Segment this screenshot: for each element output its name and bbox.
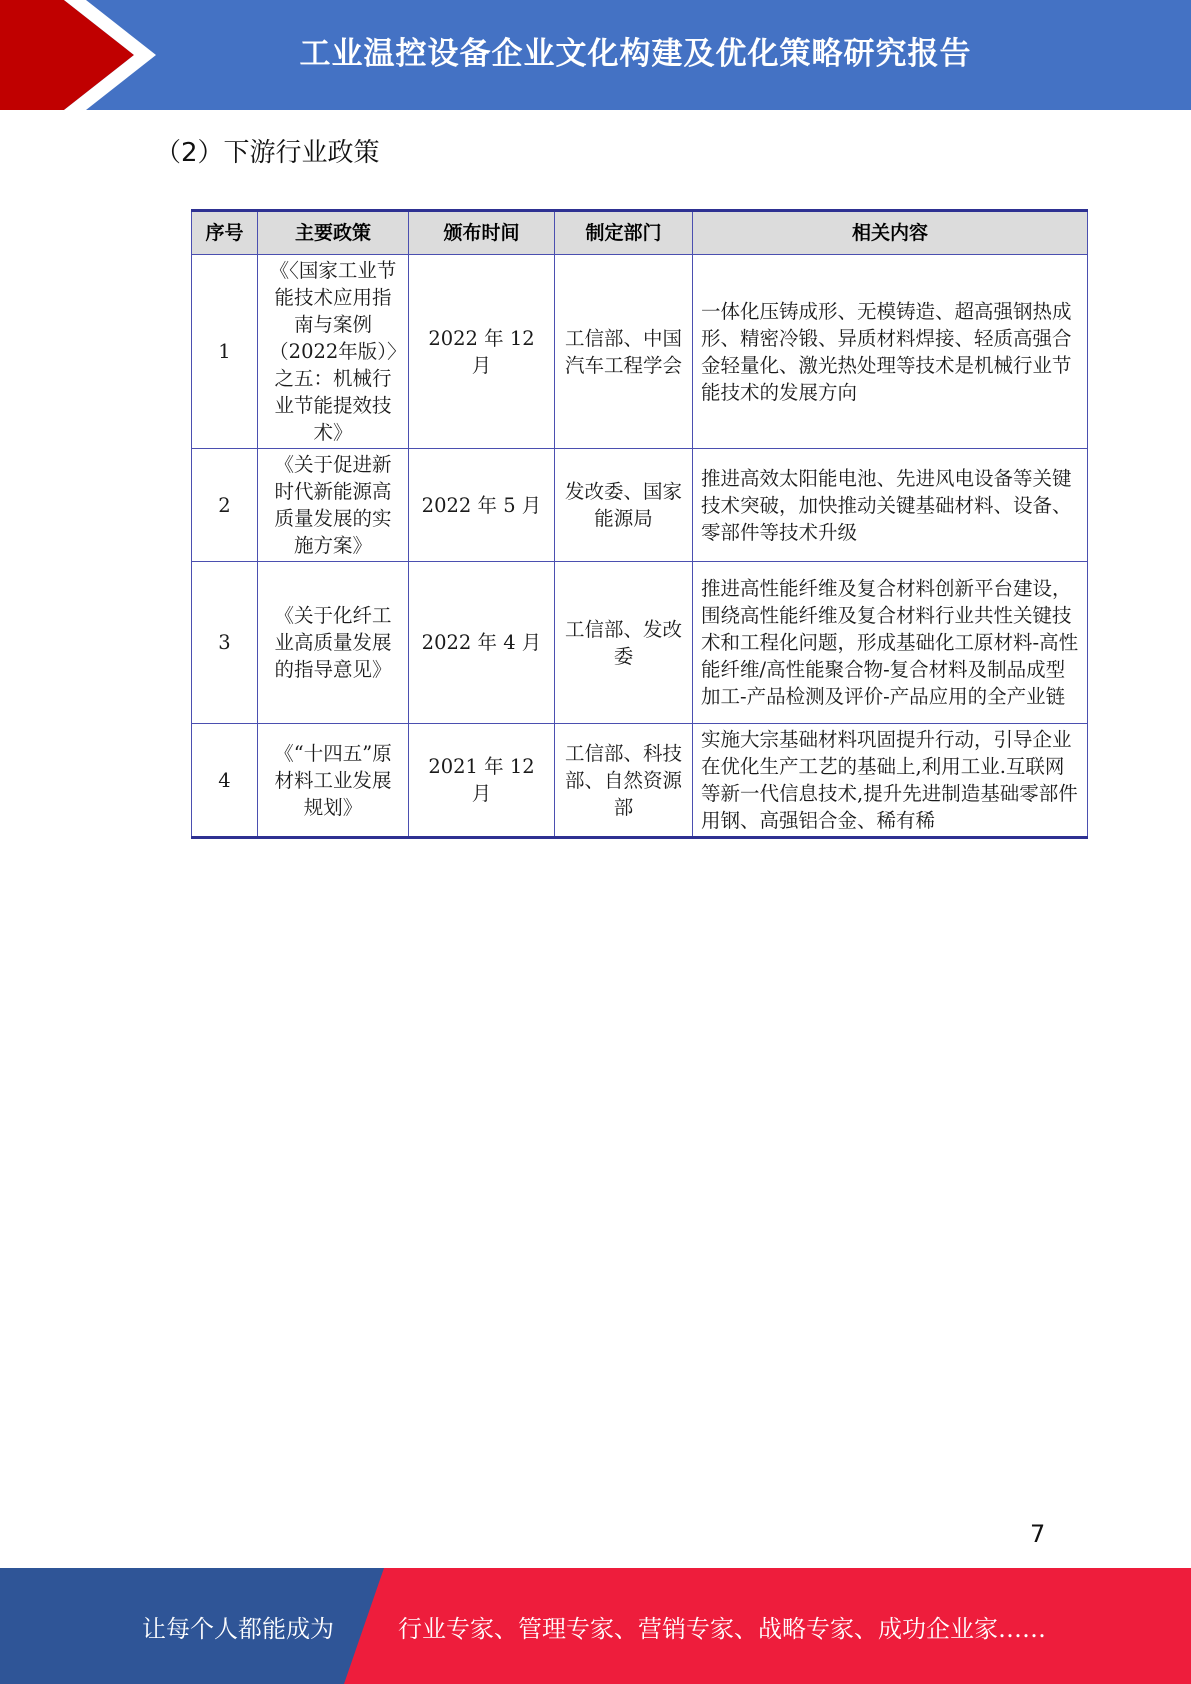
cell-date: 2022 年 5 月 <box>409 449 555 562</box>
cell-content: 实施大宗基础材料巩固提升行动，引导企业在优化生产工艺的基础上,利用工业.互联网等新一代信息技术,提升先进制造基础零部件用钢、高强铝合金、稀有稀 <box>693 724 1088 838</box>
cell-policy: 《“十四五”原材料工业发展规划》 <box>258 724 409 838</box>
cell-date: 2021 年 12 月 <box>409 724 555 838</box>
table-row <box>192 449 1088 562</box>
header-cell-policy: 主要政策 <box>258 211 409 255</box>
cell-content: 推进高效太阳能电池、先进风电设备等关键技术突破，加快推动关键基础材料、设备、零部件等技术升级 <box>693 449 1088 562</box>
page-number: 7 <box>1030 1520 1046 1548</box>
header-band <box>0 0 1191 110</box>
cell-policy: 《关于化纤工业高质量发展的指导意见》 <box>258 562 409 724</box>
cell-content: 一体化压铸成形、无模铸造、超高强钢热成形、精密冷锻、异质材料焊接、轻质高强合金轻量化、激光热处理等技术是机械行业节能技术的发展方向 <box>693 255 1088 449</box>
table-row <box>192 724 1088 838</box>
footer-slogan-right: 行业专家、管理专家、营销专家、战略专家、成功企业家…… <box>398 1614 1046 1643</box>
header-cell-dept: 制定部门 <box>555 211 693 255</box>
cell-policy: 《〈国家工业节能技术应用指南与案例（2022年版）〉之五：机械行业节能提效技术》 <box>258 255 409 449</box>
cell-no: 4 <box>192 724 258 838</box>
cell-date: 2022 年 4 月 <box>409 562 555 724</box>
cell-no: 2 <box>192 449 258 562</box>
cell-no: 1 <box>192 255 258 449</box>
header-cell-content: 相关内容 <box>693 211 1088 255</box>
footer-slogan-left: 让每个人都能成为 <box>142 1614 334 1643</box>
report-title: 工业温控设备企业文化构建及优化策略研究报告 <box>299 35 972 72</box>
table-header-row <box>192 211 1088 255</box>
cell-dept: 工信部、发改委 <box>555 562 693 724</box>
cell-no: 3 <box>192 562 258 724</box>
table-row <box>192 255 1088 449</box>
cell-content: 推进高性能纤维及复合材料创新平台建设，围绕高性能纤维及复合材料行业共性关键技术和工程化问题，形成基础化工原材料-高性能纤维/高性能聚合物-复合材料及制品成型加工-产品检测及评价-产品应用的全产业链 <box>693 562 1088 724</box>
header-cell-date: 颁布时间 <box>409 211 555 255</box>
cell-dept: 工信部、中国汽车工程学会 <box>555 255 693 449</box>
cell-policy: 《关于促进新时代新能源高质量发展的实施方案》 <box>258 449 409 562</box>
cell-dept: 工信部、科技部、自然资源部 <box>555 724 693 838</box>
footer-band <box>0 1568 1191 1684</box>
policy-table <box>191 209 1088 839</box>
cell-dept: 发改委、国家能源局 <box>555 449 693 562</box>
header-cell-no: 序号 <box>192 211 258 255</box>
cell-date: 2022 年 12 月 <box>409 255 555 449</box>
section-heading: （2）下游行业政策 <box>155 138 380 168</box>
table-row <box>192 562 1088 724</box>
